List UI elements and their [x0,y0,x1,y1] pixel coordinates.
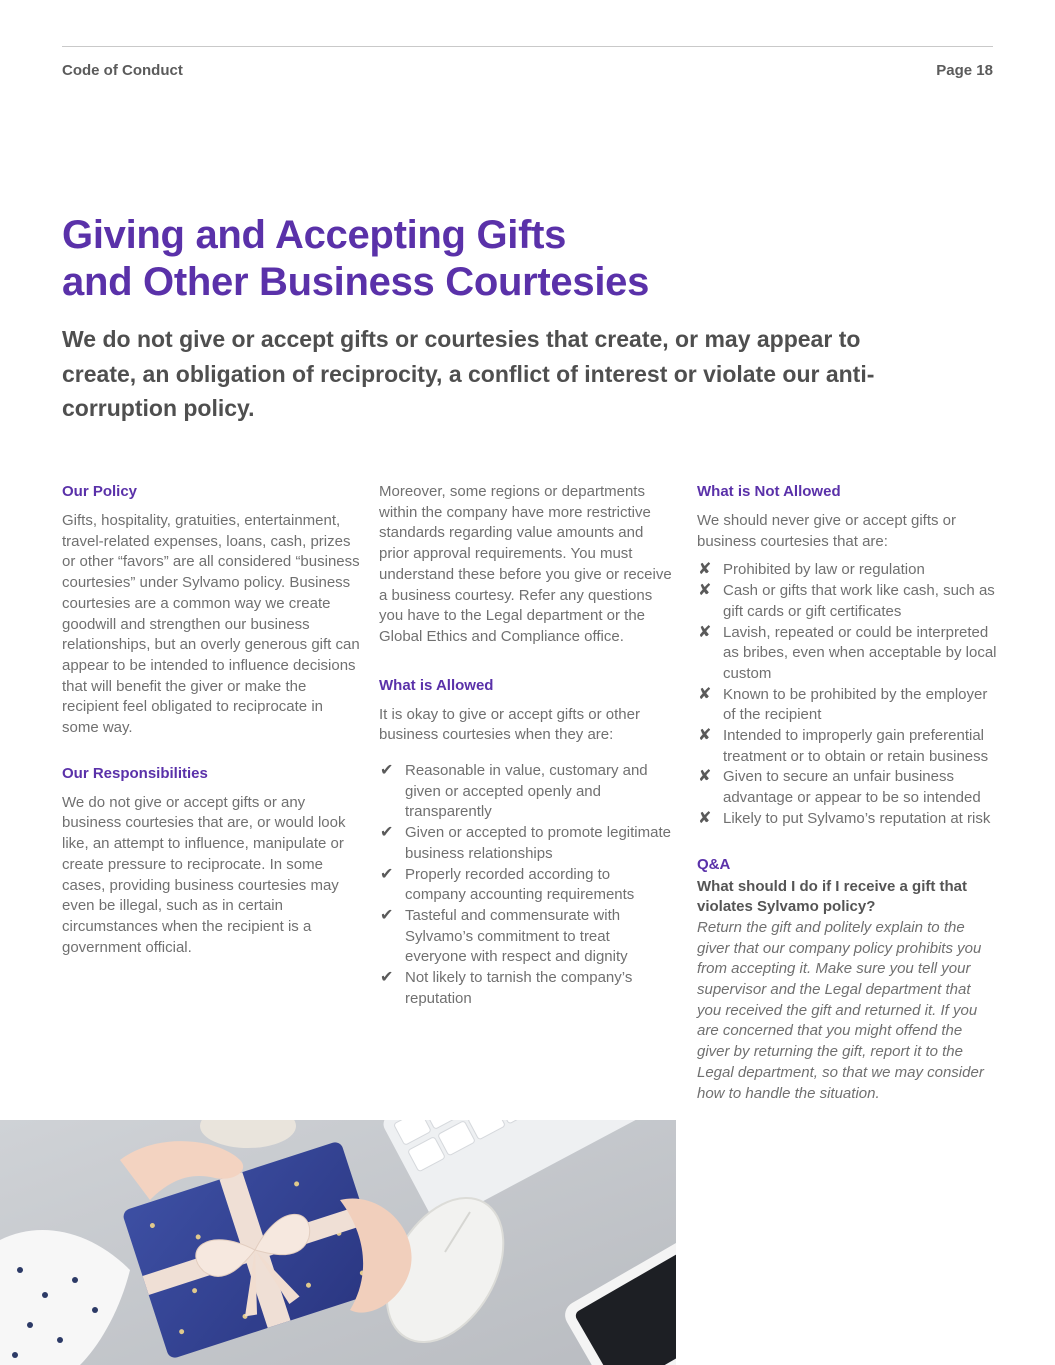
column-middle [379,482,674,1009]
list-item: ✘ Lavish, repeated or could be interpreted as bribes, even when acceptable by local custom [698,623,997,682]
moreover-text: Moreover, some regions or departments within the company have more restrictive standards regarding value amounts and prior approval requirements. You must understand these before you give or receive a business courtesy. Refer any questions you have to the Legal department or the Global Ethics and Compliance office. [379,483,672,645]
qa-answer: Return the gift and politely explain to the giver that our company policy prohibits you from accepting it. Make sure you tell your supervisor and the Legal department that you received the gift and returned it. If you are concerned that you might offend the giver by returning the gift, report it to the Legal department, so that we may consider how to handle the situation. [697,918,984,1102]
cross-icon: ✘ [698,623,712,641]
list-item: ✔ Tasteful and commensurate with Sylvamo’s commitment to treat everyone with respect and dignity [380,906,628,966]
what-is-not-allowed-intro: We should never give or accept gifts or business courtesies that are: [697,512,957,550]
qa-question: What should I do if I receive a gift that violates Sylvamo policy? [697,877,968,916]
cross-icon: ✘ [698,561,712,579]
column-left [62,482,362,958]
allowed-list [379,761,674,1009]
cross-icon: ✘ [698,809,712,827]
list-item: ✘ Likely to put Sylvamo’s reputation at risk [697,809,997,830]
gift-photo [0,1120,676,1365]
cross-icon: ✘ [698,582,712,600]
column-right [697,482,997,1104]
list-item: ✘ Cash or gifts that work like cash, such as gift cards or gift certificates [698,582,995,620]
our-policy-text: Gifts, hospitality, gratuities, entertainment, travel-related expenses, loans, cash, prizes or other “favors” are all considered “business courtesies” under Sylvamo policy. Business courtesies are a common way we create goodwill and strengthen our business relationships, but an overly generous gift can appear to be intended to influence decisions that will benefit the giver or make the recipient feel obligated to reciprocate in some way. [62,512,360,737]
our-responsibilities-text: We do not give or accept gifts or any business courtesies that are, or would look like, an attempt to influence, manipulate or create pressure to reciprocate. In some cases, providing business courtesies may even be illegal, such as in certain circumstances when the recipient is a government official. [62,793,346,956]
cross-icon: ✘ [698,727,712,745]
what-is-allowed-heading: What is Allowed [379,676,494,694]
what-is-not-allowed-heading: What is Not Allowed [697,483,841,500]
not-allowed-list [697,560,997,829]
list-item: ✘ Intended to improperly gain preferential treatment or to obtain or retain business [698,727,989,765]
header-rule [62,46,993,47]
page-title [62,212,649,306]
checkmark-icon: ✔ [380,969,394,987]
gift-photo-illustration [0,1120,676,1365]
checkmark-icon: ✔ [380,762,394,780]
cross-icon: ✘ [698,768,712,786]
our-policy-heading: Our Policy [62,483,138,500]
list-item: ✔ Properly recorded according to company accounting requirements [380,865,635,904]
page-title-line-2: and Other Business Courtesies [62,260,650,304]
list-item: ✘ Given to secure an unfair business advantage or appear to be so intended [698,768,981,807]
checkmark-icon: ✔ [380,865,394,883]
our-responsibilities-heading: Our Responsibilities [62,764,208,782]
list-item: ✘ Prohibited by law or regulation [697,560,997,581]
list-item: ✘ Known to be prohibited by the employer of the recipient [698,685,988,724]
checkmark-icon: ✔ [380,906,394,924]
page-title-line-1: Giving and Accepting Gifts [62,213,567,257]
list-item: ✔ Reasonable in value, customary and given or accepted openly and transparently [380,762,648,821]
qa-heading: Q&A [697,855,731,873]
what-is-allowed-intro: It is okay to give or accept gifts or other business courtesies when they are: [379,705,640,744]
list-item: ✔ Given or accepted to promote legitimate business relationships [380,824,671,862]
page-number: Page 18 [936,62,993,79]
lead-statement: We do not give or accept gifts or courtesies that create, or may appear to create, an obligation of reciprocity, a conflict of interest or violate our anti-corruption policy. [62,326,875,421]
checkmark-icon: ✔ [380,824,394,842]
cross-icon: ✘ [698,685,712,703]
doc-title: Code of Conduct [62,62,183,79]
list-item: ✔ Not likely to tarnish the company’s reputation [380,969,633,1007]
